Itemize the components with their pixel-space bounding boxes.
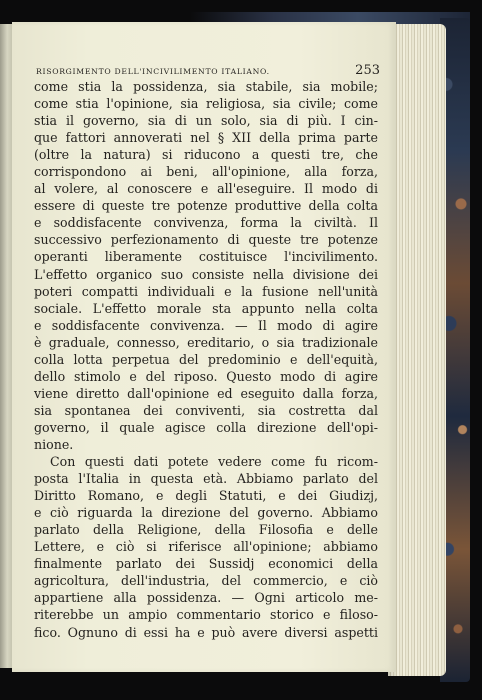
text-line: poteri compatti individuali e la fusione nell'unità: [34, 283, 378, 299]
text-line: viene diretto dall'opinione ed eseguito dalla forza,: [34, 385, 378, 401]
text-line: riterebbe un ampio commentario storico e filoso-: [34, 607, 378, 623]
page-number: 253: [355, 63, 380, 78]
text-line: dello stimolo e del riposo. Questo modo di agire: [34, 368, 378, 384]
text-line: corrispondono ai beni, all'opinione, alla forza,: [34, 164, 378, 180]
left-page-gutter: [0, 24, 12, 668]
text-line: e soddisfacente convivenza, forma la civiltà. Il: [34, 215, 378, 231]
text-line: essere di queste tre potenze produttive della colta: [34, 198, 378, 214]
text-line: Con questi dati potete vedere come fu ricom-: [50, 454, 378, 470]
text-line: e soddisfacente convivenza. — Il modo di agire: [34, 317, 378, 333]
text-line: è graduale, connesso, ereditario, o sia tradizionale: [34, 334, 378, 350]
text-line: al volere, al conoscere e all'eseguire. Il modo di: [34, 181, 378, 197]
text-line: que fattori annoverati nel § XII della prima parte: [34, 130, 378, 146]
running-head: RISORGIMENTO DELL'INCIVILIMENTO ITALIANO.: [36, 67, 270, 76]
text-line: L'effetto organico suo consiste nella divisione dei: [34, 266, 378, 282]
text-line: come stia l'opinione, sia religiosa, sia civile; come: [34, 96, 378, 112]
text-line: (oltre la natura) si riducono a questi tre, che: [34, 147, 378, 163]
text-line: parlato della Religione, della Filosofia e delle: [34, 522, 378, 538]
text-line: governo, il quale agisce colla direzione dell'opi-: [34, 419, 378, 435]
text-line: operanti liberamente costituisce l'incivilimento.: [34, 249, 378, 265]
text-line: sociale. L'effetto morale sta appunto nella colta: [34, 300, 378, 316]
text-line: e ciò riguarda la direzione del governo. Abbiamo: [34, 505, 378, 521]
text-line: stia il governo, sia di un solo, sia di più. I cin-: [34, 113, 378, 129]
text-line: finalmente parlato dei Sussidj economici della: [34, 556, 378, 572]
text-line: come stia la possidenza, sia stabile, sia mobile;: [34, 79, 378, 94]
text-line: colla lotta perpetua del predominio e dell'equità,: [34, 351, 378, 367]
text-line: successivo perfezionamento di queste tre potenze: [34, 232, 378, 248]
text-line: agricoltura, dell'industria, del commercio, e ciò: [34, 573, 378, 589]
body-text: [34, 78, 378, 641]
text-line: appartiene alla possidenza. — Ogni articolo me-: [34, 590, 378, 606]
page-header: [36, 63, 380, 79]
text-line: sia spontanea dei conviventi, sia costretta dal: [34, 402, 378, 418]
text-line: Lettere, e ciò si riferisce all'opinione; abbiamo: [34, 539, 378, 555]
text-line: posta l'Italia in questa età. Abbiamo parlato del: [34, 471, 378, 487]
text-line: nione.: [34, 436, 74, 452]
text-line: Diritto Romano, e degli Statuti, e dei Giudizj,: [34, 488, 378, 504]
text-line: fico. Ognuno di essi ha e può avere diversi aspetti: [34, 624, 378, 640]
